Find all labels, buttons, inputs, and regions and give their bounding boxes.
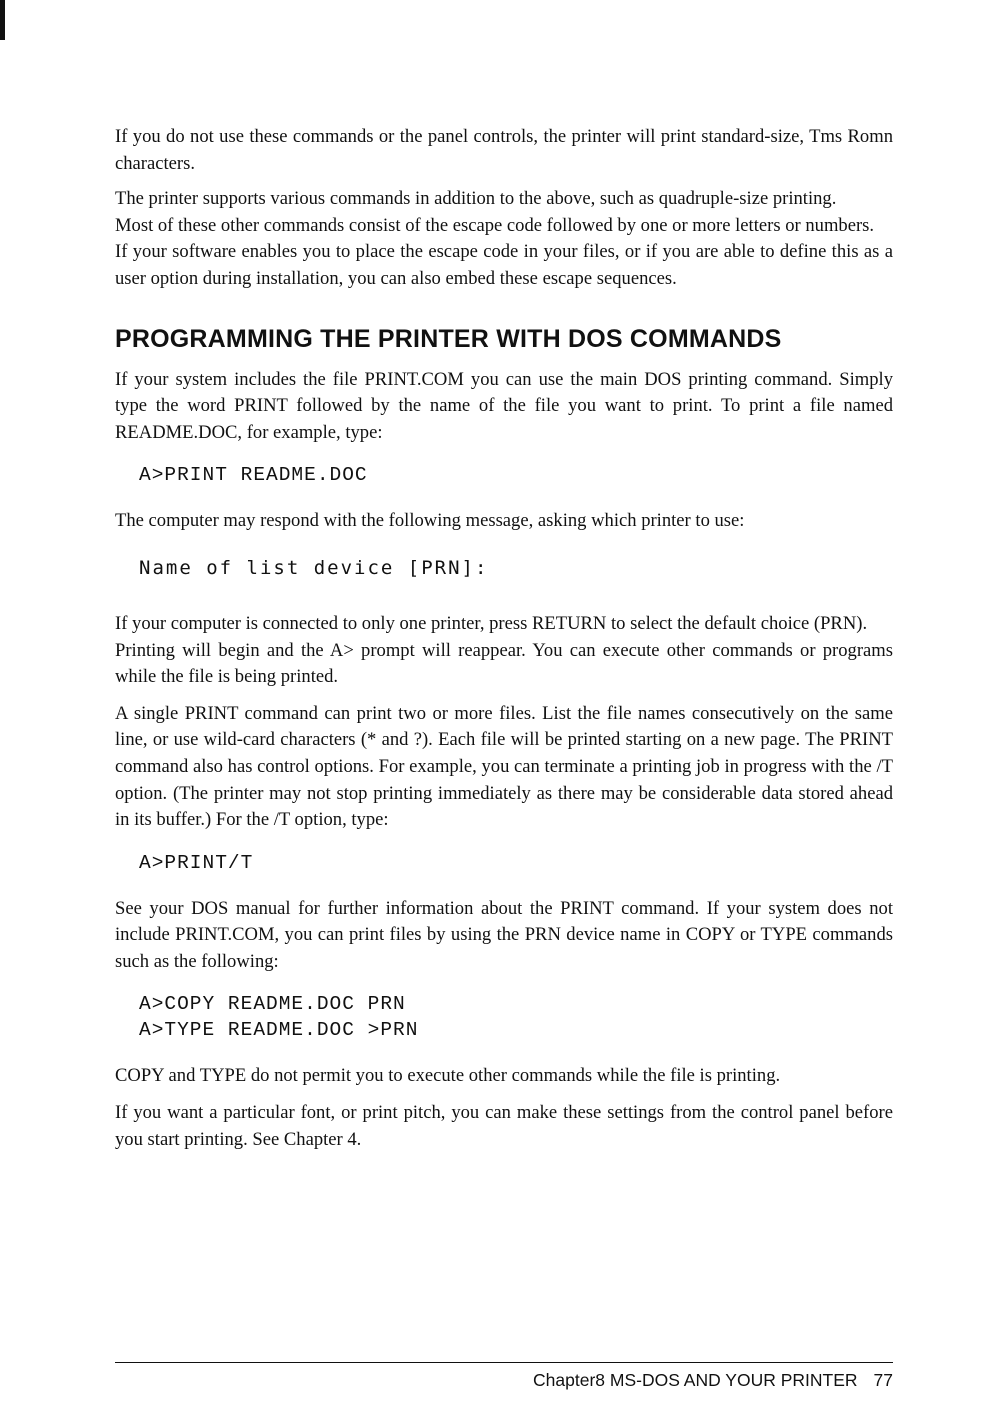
footer-page-number: 77 bbox=[873, 1370, 893, 1390]
footer-chapter-title: Chapter8 MS-DOS AND YOUR PRINTER bbox=[533, 1370, 858, 1390]
code-line: A>PRINT/T bbox=[139, 851, 254, 874]
code-block-list-device bbox=[115, 555, 893, 581]
code-line: A>TYPE README.DOC >PRN bbox=[139, 1019, 419, 1042]
body-paragraph-dos-manual: See your DOS manual for further information about the PRINT command. If your system does not include PRINT.COM, you can print files by using the PRN device name in COPY or TYPE commands such as the following: bbox=[115, 897, 893, 972]
code-line: Name of list device [PRN]: bbox=[139, 556, 489, 579]
code-block-print-t bbox=[115, 850, 893, 876]
page-edge-mark bbox=[0, 0, 5, 40]
code-block-copy-type bbox=[115, 991, 893, 1043]
intro-paragraph-1: If you do not use these commands or the panel controls, the printer will print standard-size, Tms Romn characters. bbox=[115, 126, 893, 174]
code-block-print-readme bbox=[115, 462, 893, 488]
body-paragraph-print-com: If your system includes the file PRINT.COM you can use the main DOS printing command. Simply type the word PRINT followed by the name of the file you want to print. To print a file named README.DOC, for example, type: bbox=[115, 368, 893, 443]
intro-paragraph-4: If your software enables you to place the escape code in your files, or if you are able to define this as a user option during installation, you can also embed these escape sequences. bbox=[115, 241, 893, 289]
body-paragraph-font-pitch: If you want a particular font, or print pitch, you can make these settings from the control panel before you start printing. See Chapter 4. bbox=[115, 1102, 893, 1150]
page-footer bbox=[115, 1368, 893, 1392]
body-paragraph-copy-type-note: COPY and TYPE do not permit you to execute other commands while the file is printing. bbox=[115, 1065, 781, 1087]
body-paragraph-one-printer: If your computer is connected to only one printer, press RETURN to select the default choice (PRN). bbox=[115, 612, 868, 634]
body-paragraph-printing-begins: Printing will begin and the A> prompt will reappear. You can execute other commands or programs while the file is being printed. bbox=[115, 639, 893, 688]
page-content bbox=[115, 124, 893, 1153]
code-line: A>PRINT README.DOC bbox=[139, 464, 368, 487]
body-paragraph-single-print: A single PRINT command can print two or more files. List the file names consecutively on the same line, or use wild-card characters (* and ?). Each file will be printed starting on a new page. The PRINT command also has control options. For example, you can terminate a printing job in progress with the /T option. (The printer may not stop printing immediately as there may be considerable data stored ahead in its buffer.) For the /T option, type: bbox=[115, 702, 893, 831]
code-line: A>COPY README.DOC PRN bbox=[139, 993, 406, 1016]
footer-rule bbox=[115, 1362, 893, 1363]
body-paragraph-respond: The computer may respond with the following message, asking which printer to use: bbox=[115, 510, 745, 532]
intro-paragraph-2: The printer supports various commands in addition to the above, such as quadruple-size printing. bbox=[115, 188, 837, 210]
intro-paragraph-3: Most of these other commands consist of the escape code followed by one or more letters or numbers. bbox=[115, 214, 875, 236]
section-heading: PROGRAMMING THE PRINTER WITH DOS COMMANDS bbox=[115, 324, 782, 353]
